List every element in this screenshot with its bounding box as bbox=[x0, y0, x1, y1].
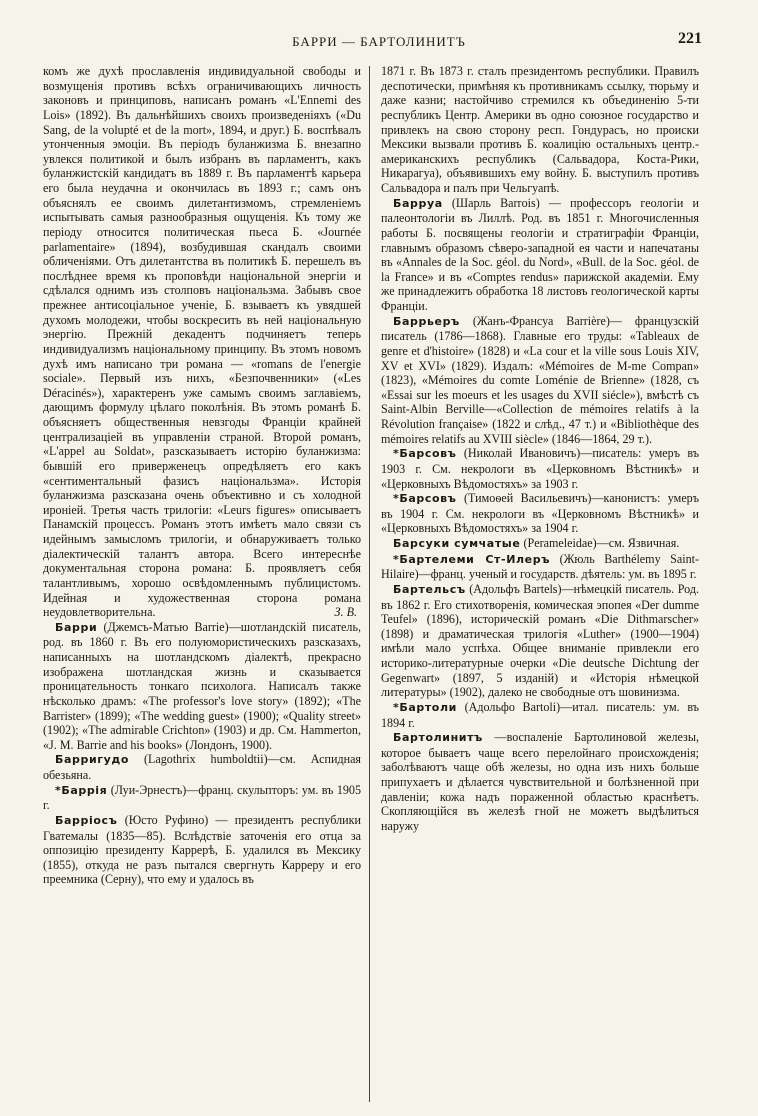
entry-text: комъ же духѣ прославленія индивидуальной свободы и возмущенія противъ всѣхъ ограничивающихъ личность законовъ и принциповъ, написанъ романъ «L'Ennemi des Lois» (1892). Въ дальнѣйшихъ своихъ произведеніяхъ («Du Sang, de la volupté et de la mort», 1894, и друг.) Б. воспѣвалъ утонченныя эмоціи. Въ періодъ буланжизма Б. внезапно увлекся политикой и былъ избранъ въ парламентъ, какъ буланжистскій кандидатъ въ 1889 г. Въ парламентѣ карьера его была неудачна и окончилась въ 1893 г.; самъ онъ объяснялъ ее своимъ дилетантизмомъ, стремленіемъ испытывать самыя разнообразныя ощущенія. Къ тому же періоду относится политическая пьеса Б. «Journée parlamentaire» (1894), возбудившая скандалъ своими обличеніями. Отъ дилетантства въ политикѣ Б. перешелъ въ послѣднее время къ проповѣди національной энергіи и сдѣлался однимъ изъ столповъ національзма. Забывъ свое прежнее антисоціальное ученіе, Б. взываетъ къ увядшей духомъ молодежи, чтобы воскресить въ ней національную энергію. Прежній декадентъ подчиняетъ теперь индивидуализмъ національному принципу. Въ этомъ новомъ духѣ имъ написано три романа — «romans de l'energie sociale». Первый изъ нихъ, «Безпочвенники» («Les Déracinés»), характеренъ уже самымъ своимъ заглавіемъ, дающимъ формулу цѣлаго поколѣнія. Въ этомъ романѣ Б. объясняетъ общественныя невзгоды Франціи крайней централизаціей въ управленіи страной. Второй романъ, «L'appel au Soldat», разсказываетъ исторію буланжизма: бывшій его приверженецъ опредѣляетъ его какъ «сентиментальный фазисъ національзма». Исторія буланжизма разсказана очень объективно и съ холодной ироніей. Третья часть трилогіи: «Leurs figures» описываетъ Панамскій процессъ. Романъ этотъ имѣетъ мало связи съ идейнымъ замысломъ трилогіи, и обнаруживаетъ только діалектическій талантъ автора. Всего интереснѣе документальная сторона романа: Б. проявляетъ себя талантливымъ, хорошо освѣдомленнымъ публицистомъ. Идейная и художественная сторона романа неудовлетворительна. bbox=[43, 64, 361, 620]
entry-headword: *Баррія bbox=[55, 783, 108, 797]
entry-text: (Жюль Barthélemy Saint-Hilaire)—франц. ученый и государств. дѣятель: ум. въ 1895 г. bbox=[381, 551, 699, 582]
dictionary-entry bbox=[43, 64, 361, 620]
entry-text: (Адольфо Bartoli)—итал. писатель: ум. въ 1894 г. bbox=[381, 699, 699, 730]
dictionary-entry bbox=[43, 783, 361, 813]
entry-text: (Жанъ-Франсуа Barrière)— французскій писатель (1786—1868). Главные его труды: «Tableaux de genre et d'histoire» (1828) и «La cour et la ville sous Louis XIV, XV et XVI» (1829). Издалъ: «Mémoires de M-me Compan» (1823), «Mémoires du comte Loménie de Brienne» (1828, съ «Essai sur les moeurs et les usages du XVII siécle»), вмѣстѣ съ Saint-Albin Berville—«Collection de mémoires relatifs à la Révolution française» (1822 и слѣд., 47 т.) и «Bibliothèque des mémoires relatifs au XVIII siècle» (1846—1864, 29 т.). bbox=[381, 313, 699, 446]
page-number: 221 bbox=[678, 30, 702, 47]
column-divider bbox=[369, 66, 370, 1102]
entry-text: 1871 г. Въ 1873 г. сталъ президентомъ республики. Правилъ деспотически, примѣняя къ противникамъ ссылку, тюрьму и даже казни; настойчиво стремился къ объединенію 5-ти республикъ Центр. Америки въ одно союзное государство и привлекъ на свою сторону респ. Гондурасъ, но происки Мексики вызвали противъ Б. коалицію остальныхъ центр.-американскихъ республикъ (Сальвадора, Коста-Рики, Никарагуа), объявившихъ ему войну. Б. выступилъ противъ Сальвадора и палъ при Чельгуапѣ. bbox=[381, 64, 699, 195]
entry-headword: Барригудо bbox=[55, 753, 130, 767]
entry-text: (Perameleidae)—см. Язвичная. bbox=[523, 536, 680, 550]
running-title: БАРРИ — БАРТОЛИНИТЪ bbox=[292, 34, 466, 49]
dictionary-entry bbox=[381, 491, 699, 536]
dictionary-entry bbox=[381, 700, 699, 730]
left-column bbox=[43, 64, 361, 1104]
entry-headword: Барсуки сумчатые bbox=[393, 537, 521, 550]
entry-text: —воспаленіе Бартолиновой железы, которое бываетъ чаще всего перелойнаго происхожденія; заболѣваютъ чаще обѣ железы, но одна изъ нихъ больше припухаетъ и дѣлается чувствительной и болѣзненной при давленіи; кожа надъ пораженной областью краснѣетъ. Скопляющійся въ железѣ гной не можетъ выдѣлиться наружу bbox=[381, 730, 699, 833]
dictionary-entry bbox=[381, 552, 699, 582]
entry-text: (Юсто Руфино) — президентъ республики Гватемалы (1835—85). Вслѣдствіе заточенія его отца за оппозицію президенту Каррерѣ, Б. удалился въ Мексику (1855), откуда не разъ пытался свергнуть Карреру и его преемника (Серну), что ему и удалось въ bbox=[43, 812, 361, 887]
dictionary-entry bbox=[43, 620, 361, 753]
dictionary-entry bbox=[381, 582, 699, 700]
entry-headword: *Барсовъ bbox=[393, 492, 457, 506]
dictionary-entry bbox=[43, 813, 361, 887]
author-signature: З. В. bbox=[334, 605, 357, 620]
entry-headword: Баррьеръ bbox=[393, 314, 460, 328]
entry-text: (Адольфъ Bartels)—нѣмецкій писатель. Род. въ 1862 г. Его стихотворенія, комическая эпопея «Der dumme Teufel» (1896), историческій романъ «Die Dithmarscher» (1898) и драматическая трилогія «Luther» (1900—1904) имѣли мало успѣха. Общее вниманіе привлекли его историко-литературные очерки «Die deutsche Dichtung der Gegenwart» (1897, 5 изданій) и «Исторія нѣмецкой литературы» (1902), далеко не свободные отъ шовинизма. bbox=[381, 581, 699, 700]
entry-headword: Барруа bbox=[393, 196, 443, 210]
entry-headword: *Бартоли bbox=[393, 700, 457, 714]
entry-headword: Барріосъ bbox=[55, 813, 118, 827]
dictionary-entry bbox=[381, 536, 699, 552]
entry-text: (Джемсъ-Матью Barrie)—шотландскій писатель, род. въ 1860 г. Въ его полуюмористическихъ разсказахъ, написанныхъ на шотландскомъ діалектѣ, прекрасно изображена шотландская жизнь и сказывается проницательность тонкаго психолога. Написалъ также нѣсколько драмъ: «The professor's love story» (1892); «The Barrister» (1899); «The wedding guest» (1900); «Quality street» (1902); «The admirable Crichton» (1903) и др. См. Hammerton, «J. M. Barrie and his books» (Лондонъ, 1900). bbox=[43, 619, 361, 752]
dictionary-entry bbox=[381, 64, 699, 196]
right-column bbox=[381, 64, 699, 1104]
dictionary-entry bbox=[381, 314, 699, 447]
dictionary-entry bbox=[381, 730, 699, 833]
entry-text: (Луи-Эрнестъ)—франц. скульпторъ: ум. въ 1905 г. bbox=[43, 782, 361, 813]
entry-text: (Lagothrix humboldtii)—см. Аспидная обезьяна. bbox=[43, 752, 361, 782]
entry-headword: *Бартелеми Ст-Илеръ bbox=[393, 552, 551, 566]
dictionary-entry bbox=[381, 196, 699, 314]
dictionary-entry bbox=[43, 752, 361, 782]
entry-text: (Николай Ивановичъ)—писатель: умеръ въ 1903 г. См. некрологи въ «Церковномъ Вѣстникѣ» и «Церковныхъ Вѣдомостяхъ» за 1903 г. bbox=[381, 446, 699, 491]
entry-text: (Шарль Barrois) — профессоръ геологіи и палеонтологіи въ Лиллѣ. Род. въ 1851 г. Многочисленныя работы Б. посвящены геологіи и стратиграфіи Франціи, главнымъ образомъ сѣверо-западной ея части и напечатаны въ «Annales de la Soc. géol. du Nord», «Bull. de la Soc. géol. de la France» и въ «Comptes rendus» парижской академіи. Ему же принадлежитъ обработка 18 листовъ геологической карты Франціи. bbox=[381, 195, 699, 313]
entry-headword: Барри bbox=[55, 620, 98, 634]
entry-headword: *Барсовъ bbox=[393, 447, 457, 461]
dictionary-entry bbox=[381, 446, 699, 491]
entry-headword: Бартолинитъ bbox=[393, 731, 483, 745]
entry-text: (Тимоѳей Васильевичъ)—канонистъ: умеръ въ 1904 г. См. некрологи въ «Церковномъ Вѣстникѣ» и «Церковныхъ Вѣдомостяхъ» за 1904 г. bbox=[381, 491, 699, 536]
entry-headword: Бартельсъ bbox=[393, 582, 466, 596]
running-head bbox=[0, 30, 758, 54]
